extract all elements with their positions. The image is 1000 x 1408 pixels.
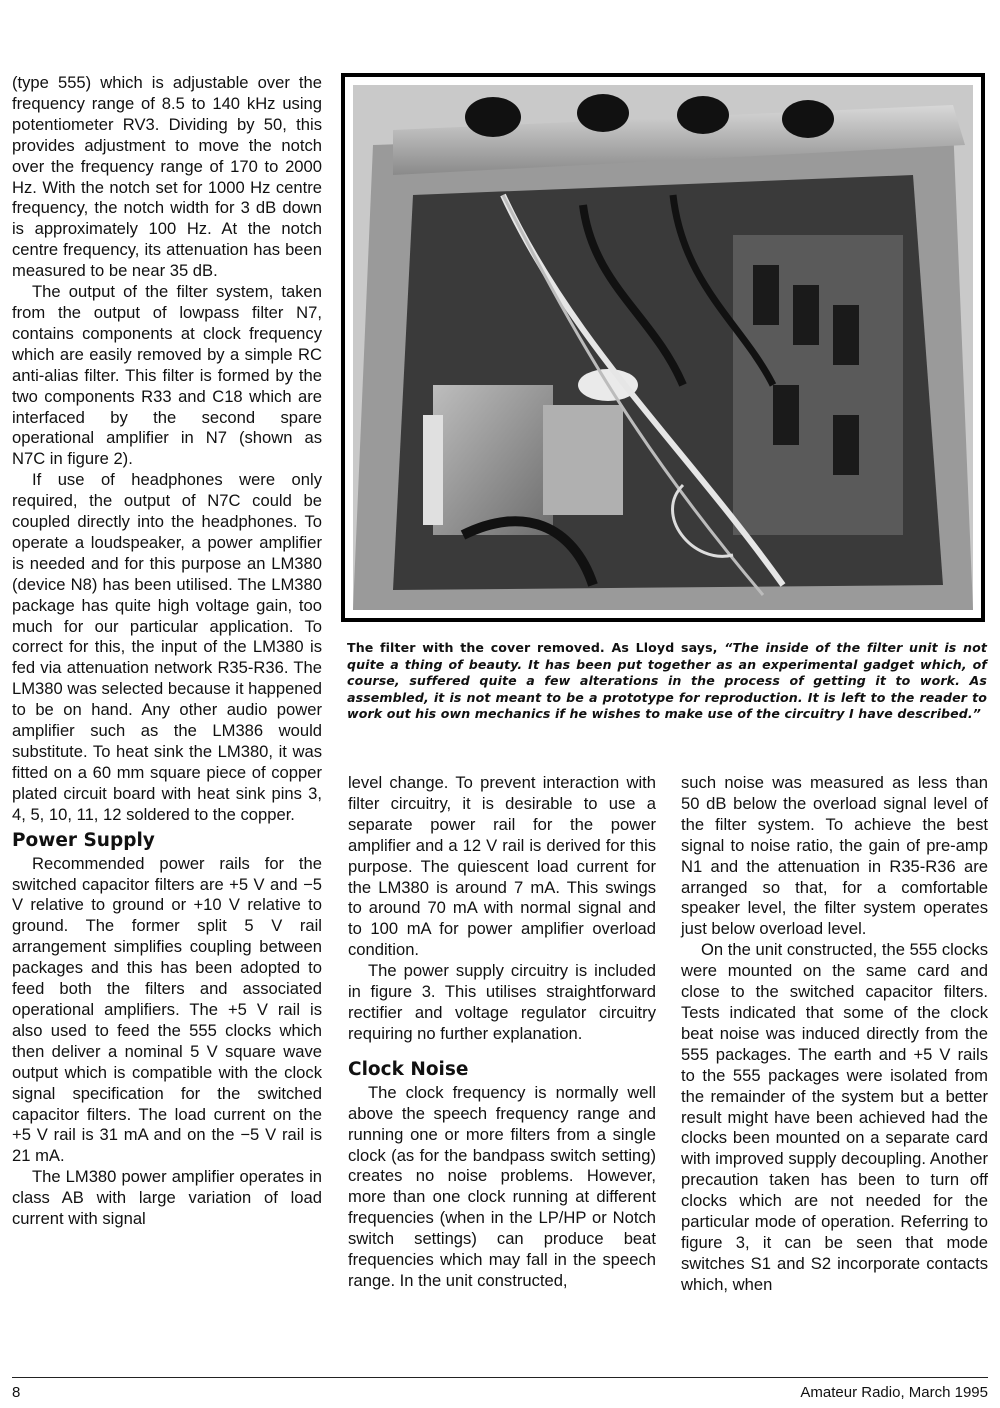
paragraph: If use of headphones were only required, the output of N7C could be coupled directly into the headphones. To operate a loudspeaker, a power amplifier is needed and for this purpose an LM380 (device N8) has been utilised. The LM380 package has quite high voltage gain, too much for our particular application. To correct for this, the input of the LM380 is fed via attenuation network R35-R36. The LM380 was selected because it happened to be on hand. Any other audio power amplifier such as the LM386 would substitute. To heat sink the LM380, it was fitted on a 60 mm square piece of copper plated circuit board with heat sink pins 3, 4, 5, 10, 11, 12 soldered to the copper. (12, 470, 322, 824)
journal-citation: Amateur Radio, March 1995 (800, 1384, 988, 1401)
page-number: 8 (12, 1384, 21, 1401)
caption-quote: “The inside of the filter unit is not quite a thing of beauty. It has been put together as an experimental gadget which, of course, suffered quite a few alterations in the process of getting it to work. As assembled, it is not meant to be a prototype for reproduction. It is left to the reader to work out his own mechanics if he wishes to make use of the circuitry I have described.” (347, 640, 987, 722)
column-3 (681, 773, 988, 1296)
paragraph: Recommended power rails for the switched capacitor filters are +5 V and −5 V relative to ground or +10 V relative to ground. The former split 5 V rail arrangement simplifies coupling between packages and this has been adopted to feed both the filters and associated operational amplifiers. The +5 V rail is also used to feed the 555 clocks which then deliver a nominal 5 V square wave output which is compatible with the clock signal specification for the switched capacitor filters. The load current on the +5 V rail is 31 mA and on the −5 V rail is 21 mA. (12, 853, 322, 1166)
paragraph: The clock frequency is normally well above the speech frequency range and running one or more filters from a single clock (as for the bandpass switch setting) creates no noise problems. However, more than one clock running at different frequencies (when in the LP/HP or Notch switch settings) can produce beat frequencies which may fall in the speech range. In the unit constructed, (348, 1082, 656, 1290)
paragraph: (type 555) which is adjustable over the frequency range of 8.5 to 140 kHz using potentiometer RV3. Dividing by 50, this provides adjustment to move the notch over the frequency range of 170 to 2000 Hz. With the notch set for 1000 Hz centre frequency, the notch width for 3 dB down is approximately 100 Hz. At the notch centre frequency, its attenuation has been measured to be near 35 dB. (12, 73, 322, 281)
section-heading-clock-noise: Clock Noise (348, 1058, 469, 1080)
paragraph: The output of the filter system, taken from the output of lowpass filter N7, contains components at clock frequency which are easily removed by a simple RC anti-alias filter. This filter is formed by the two components R33 and C18 which are interfaced by the second spare operational amplifier in N7 (shown as N7C in figure 2). (12, 282, 322, 469)
column-1 (12, 73, 322, 1230)
caption-lead: The filter with the cover removed. As Lloyd says, (347, 640, 725, 655)
paragraph: such noise was measured as less than 50 dB below the overload signal level of the filter system. To achieve the best signal to noise ratio, the gain of pre-amp N1 and the attenuation in R35-R36 are arranged so that, for a comfortable speaker level, the filter system operates just below overload level. (681, 773, 988, 939)
paragraph: The LM380 power amplifier operates in class AB with large variation of load current with signal (12, 1167, 322, 1229)
paragraph: The power supply circuitry is included in figure 3. This utilises straightforward rectifier and voltage regulator circuitry requiring no further explanation. (348, 961, 656, 1043)
filter-unit-photo (353, 85, 973, 610)
section-heading-power-supply: Power Supply (12, 829, 155, 851)
paragraph: level change. To prevent interaction with filter circuitry, it is desirable to use a separate power rail for the power amplifier and a 12 V rail is derived for this purpose. The quiescent load current for the LM380 is around 7 mA. This swings to around 70 mA with normal signal and to 100 mA for power amplifier overload condition. (348, 773, 656, 960)
circuit-photo-illustration (353, 85, 973, 610)
photo-frame (341, 73, 985, 622)
footer-rule (12, 1377, 988, 1378)
paragraph: On the unit constructed, the 555 clocks were mounted on the same card and close to the switched capacitor filters. Tests indicated that some of the clock beat noise was induced directly from the 555 packages. The earth and +5 V rails to the 555 packages were isolated from the remainder of the system but a better result might have been achieved had the clocks been mounted on a separate card with improved supply decoupling. Another precaution taken has been to turn off clocks which are not needed for the particular mode of operation. Referring to figure 3, it can be seen that mode switches S1 and S2 incorporate contacts which, when (681, 940, 988, 1294)
column-2 (348, 773, 656, 1292)
photo-caption (347, 640, 987, 723)
